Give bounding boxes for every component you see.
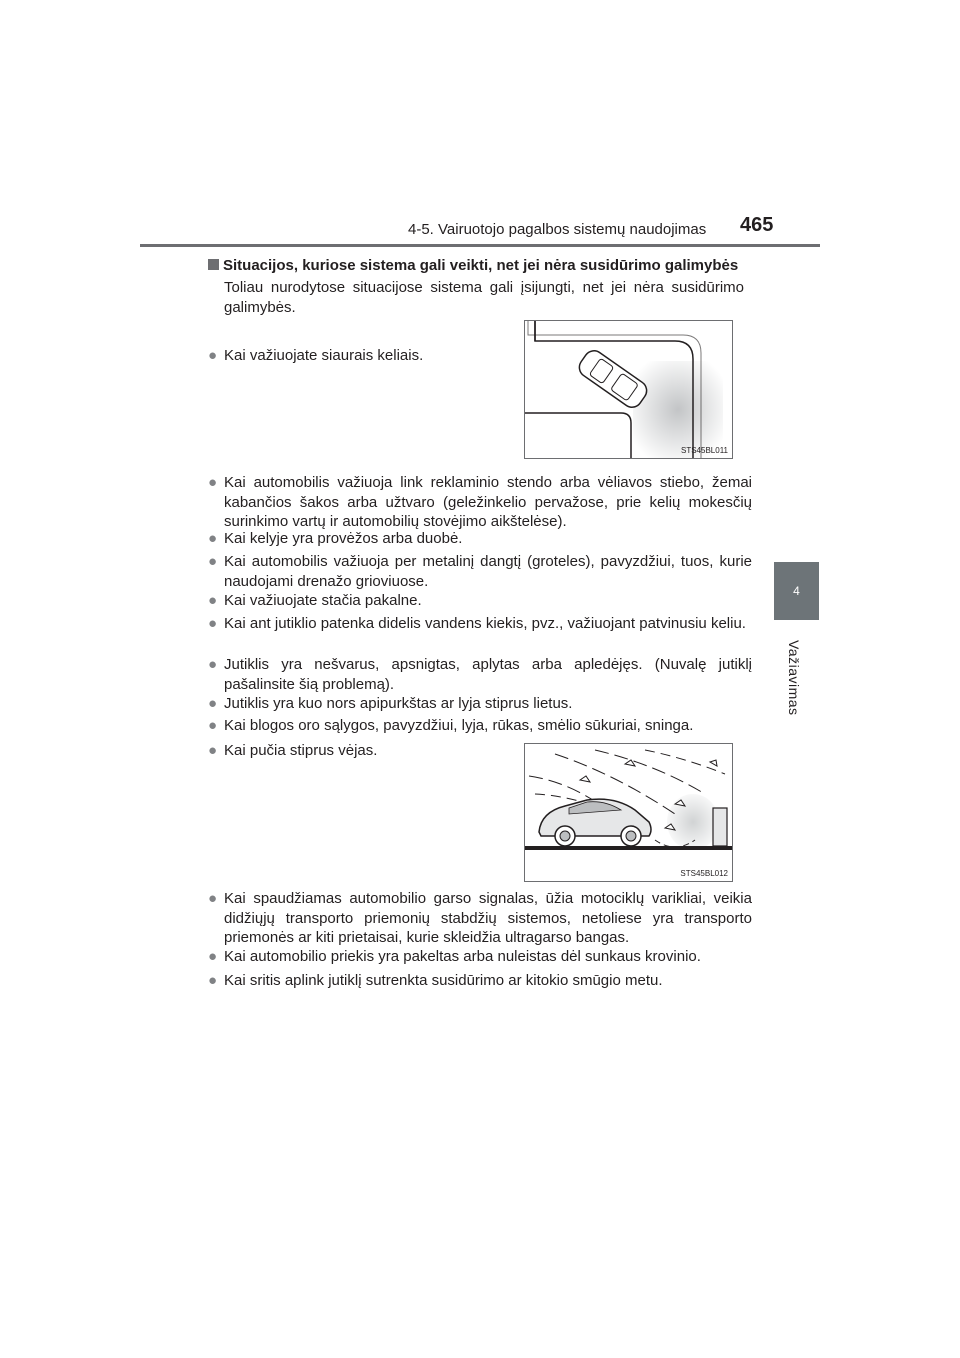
narrow-road-figure — [524, 320, 733, 459]
list-item-text: Kai kelyje yra provėžos arba duobė. — [224, 530, 463, 547]
list-item-text: Kai automobilis važiuoja link reklaminio stendo arba vėliavos stiebo, žemai kabančios šakos arba užtvaro (geležinkelio pervažose, prie kelių mokesčių surinkimo vartų ir automobilių stovėjimo aikštelėse). — [224, 474, 752, 530]
list-item — [208, 971, 752, 991]
bullet-icon: ● — [208, 656, 218, 673]
list-item-text: Kai automobilis važiuoja per metalinį dangtį (groteles), pavyzdžiui, tuos, kurie naudojami drenažo grioviuose. — [224, 553, 752, 590]
bullet-icon: ● — [208, 474, 218, 491]
list-item — [208, 552, 752, 591]
figure-code: STS45BL012 — [680, 869, 728, 878]
bullet-icon: ● — [208, 695, 218, 712]
chapter-tab[interactable]: 4 — [774, 562, 819, 620]
list-item — [208, 591, 752, 611]
bullet-icon: ● — [208, 592, 218, 609]
section-square-icon — [208, 259, 219, 270]
list-item — [208, 655, 752, 694]
list-item — [208, 947, 752, 967]
section-intro: Toliau nurodytose situacijose sistema gali įsijungti, net jei nėra susidūrimo galimybės. — [224, 279, 744, 316]
bullet-icon: ● — [208, 948, 218, 965]
list-item-text: Kai važiuojate stačia pakalne. — [224, 592, 422, 609]
strong-wind-illustration — [525, 744, 732, 881]
bullet-icon: ● — [208, 615, 218, 632]
list-item — [208, 889, 752, 948]
list-item-text: Kai ant jutiklio patenka didelis vandens kiekis, pvz., važiuojant patvinusiu keliu. — [224, 615, 746, 632]
narrow-road-illustration — [525, 321, 732, 458]
figure-code: STS45BL011 — [681, 446, 728, 455]
list-item-text: Kai blogos oro sąlygos, pavyzdžiui, lyja, rūkas, smėlio sūkuriai, sninga. — [224, 717, 694, 734]
list-item — [208, 694, 752, 714]
chapter-title: Važiavimas — [786, 640, 802, 716]
list-item — [208, 741, 508, 761]
list-item — [208, 614, 752, 634]
list-item — [208, 473, 752, 532]
bullet-icon: ● — [208, 553, 218, 570]
section-title-text: Situacijos, kuriose sistema gali veikti, net jei nėra susidūrimo galimybės — [223, 257, 739, 274]
bullet-icon: ● — [208, 742, 218, 759]
list-item-text: Kai sritis aplink jutiklį sutrenkta susidūrimo ar kitokio smūgio metu. — [224, 972, 663, 989]
page-number: 465 — [740, 214, 774, 236]
bullet-icon: ● — [208, 972, 218, 989]
list-item — [208, 716, 752, 736]
list-item-text: Kai spaudžiamas automobilio garso signalas, ūžia motociklų varikliai, veikia didžiųjų transporto priemonių stabdžių sistemos, netoliese yra transporto priemonės ar kiti prietaisai, kurie skleidžia ultragarso bangas. — [224, 890, 752, 946]
bullet-icon: ● — [208, 530, 218, 547]
bullet-icon: ● — [208, 890, 218, 907]
strong-wind-figure — [524, 743, 733, 882]
section-title — [208, 257, 738, 274]
list-item-text: Jutiklis yra kuo nors apipurkštas ar lyja stiprus lietus. — [224, 695, 573, 712]
bullet-icon: ● — [208, 347, 218, 364]
bullet-icon: ● — [208, 717, 218, 734]
list-item-text: Jutiklis yra nešvarus, apsnigtas, aplytas arba apledėjęs. (Nuvalę jutiklį pašalinsite šią problemą). — [224, 656, 752, 693]
running-header: 4-5. Vairuotojo pagalbos sistemų naudojimas — [408, 221, 707, 238]
list-item-text: Kai pučia stiprus vėjas. — [224, 742, 378, 759]
list-item — [208, 346, 508, 366]
list-item-text: Kai važiuojate siaurais keliais. — [224, 347, 424, 364]
list-item-text: Kai automobilio priekis yra pakeltas arba nuleistas dėl sunkaus krovinio. — [224, 948, 701, 965]
list-item — [208, 529, 752, 549]
header-rule — [140, 244, 820, 247]
